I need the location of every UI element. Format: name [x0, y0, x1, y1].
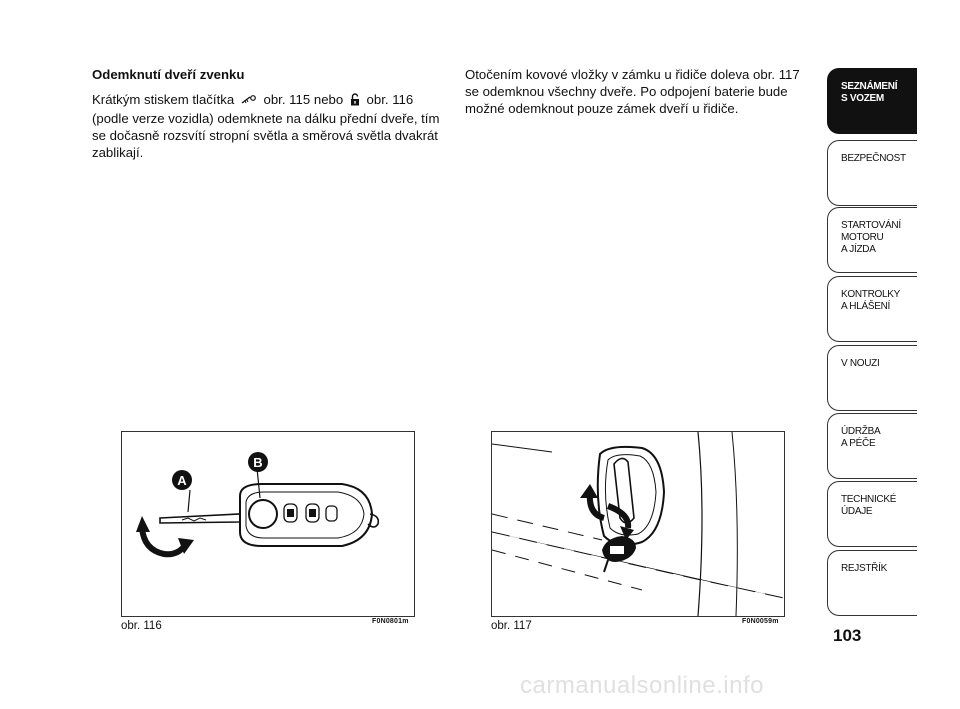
figure-116-key-fob	[121, 431, 415, 617]
watermark: carmanualsonline.info	[520, 672, 764, 699]
tab-udrzba[interactable]: ÚDRŽBA A PÉČE	[827, 413, 917, 479]
tab-bezpecnost[interactable]: BEZPEČNOST	[827, 140, 917, 206]
figure-117-caption: obr. 117	[491, 620, 532, 632]
tab-startovani-motoru[interactable]: STARTOVÁNÍ MOTORU A JÍZDA	[827, 207, 917, 273]
tab-rejstrik[interactable]: REJSTŘÍK	[827, 550, 917, 616]
figure-116-caption: obr. 116	[121, 620, 162, 632]
figure-116-code: F0N0801m	[372, 618, 409, 625]
right-text-column	[465, 66, 805, 117]
figure-117-code: F0N0059m	[742, 618, 779, 625]
section-heading: Odemknutí dveří zvenku	[92, 67, 245, 82]
page-number: 103	[833, 626, 862, 645]
svg-text:B: B	[253, 455, 263, 470]
padlock-open-icon	[350, 93, 360, 110]
tab-seznameni-s-vozem[interactable]: SEZNÁMENÍ S VOZEM	[827, 68, 917, 134]
paragraph-text-middle: obr. 115 nebo	[263, 92, 344, 107]
key-fob-illustration	[122, 432, 414, 616]
tab-technicke-udaje[interactable]: TECHNICKÉ ÚDAJE	[827, 481, 917, 547]
key-unlock-icon	[241, 93, 257, 110]
left-text-column	[92, 66, 452, 161]
svg-text:A: A	[177, 473, 187, 488]
figure-117-door-lock	[491, 431, 785, 617]
callout-a	[172, 470, 192, 490]
mechanical-unlock-paragraph: Otočením kovové vložky v zámku u řidiče doleva obr. 117 se odemknou všechny dveře. Po odpojení baterie bude možné odemknout pouze zámek dveří u řidiče.	[465, 67, 800, 116]
door-lock-illustration	[492, 432, 784, 616]
unlock-paragraph	[92, 91, 452, 161]
paragraph-text-end: obr. 116 (podle verze vozidla) odemknete na dálku přední dveře, tím se dočasně rozsvítí stropní světla a směrová světla dvakrát zablikají.	[92, 92, 440, 160]
callout-b	[248, 452, 268, 472]
paragraph-text-start: Krátkým stiskem tlačítka	[92, 92, 235, 107]
tab-v-nouzi[interactable]: V NOUZI	[827, 345, 917, 411]
tab-kontrolky[interactable]: KONTROLKY A HLÁŠENÍ	[827, 276, 917, 342]
